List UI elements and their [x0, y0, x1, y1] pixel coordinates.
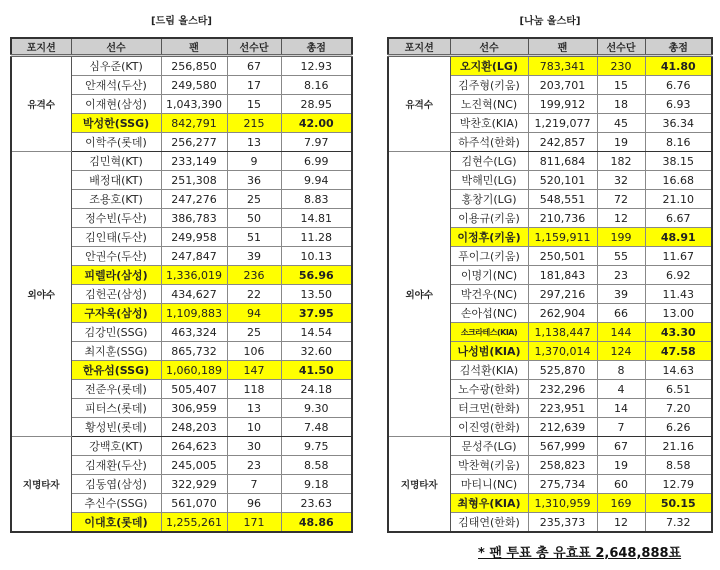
team-votes-cell: 13	[227, 133, 281, 152]
player-name-cell: 피터스(롯데)	[71, 399, 161, 418]
total-score-cell: 37.95	[281, 304, 352, 323]
fan-votes-cell: 247,847	[161, 247, 227, 266]
fan-votes-cell: 561,070	[161, 494, 227, 513]
team-votes-cell: 18	[597, 95, 645, 114]
table-row	[388, 56, 712, 76]
fan-votes-cell: 264,623	[161, 437, 227, 456]
total-score-cell: 9.75	[281, 437, 352, 456]
total-score-cell: 13.00	[645, 304, 712, 323]
player-name-cell: 강백호(KT)	[71, 437, 161, 456]
player-name-cell: 안권수(두산)	[71, 247, 161, 266]
team-votes-cell: 60	[597, 475, 645, 494]
fan-votes-cell: 210,736	[528, 209, 597, 228]
team-votes-cell: 15	[227, 95, 281, 114]
total-score-cell: 6.99	[281, 152, 352, 171]
player-name-cell: 소크라테스(KIA)	[450, 323, 528, 342]
total-score-cell: 13.50	[281, 285, 352, 304]
total-score-cell: 12.79	[645, 475, 712, 494]
player-name-cell: 오지환(LG)	[450, 56, 528, 76]
fan-votes-cell: 842,791	[161, 114, 227, 133]
nanum-allstar-title: [나눔 올스타]	[519, 16, 581, 27]
total-score-cell: 42.00	[281, 114, 352, 133]
fan-votes-cell: 262,904	[528, 304, 597, 323]
team-votes-cell: 4	[597, 380, 645, 399]
team-votes-cell: 94	[227, 304, 281, 323]
team-votes-cell: 25	[227, 323, 281, 342]
player-name-cell: 안재석(두산)	[71, 76, 161, 95]
fan-votes-cell: 223,951	[528, 399, 597, 418]
table-row	[11, 152, 352, 171]
player-name-cell: 박해민(LG)	[450, 171, 528, 190]
total-score-cell: 9.30	[281, 399, 352, 418]
player-name-cell: 최형우(KIA)	[450, 494, 528, 513]
total-score-cell: 7.97	[281, 133, 352, 152]
total-score-cell: 48.91	[645, 228, 712, 247]
total-score-cell: 47.58	[645, 342, 712, 361]
fan-votes-cell: 1,060,189	[161, 361, 227, 380]
total-score-cell: 7.48	[281, 418, 352, 437]
team-votes-cell: 23	[597, 266, 645, 285]
position-cell: 지명타자	[11, 437, 71, 533]
team-votes-cell: 22	[227, 285, 281, 304]
total-score-cell: 36.34	[645, 114, 712, 133]
player-name-cell: 박건우(NC)	[450, 285, 528, 304]
fan-votes-cell: 199,912	[528, 95, 597, 114]
fan-votes-cell: 811,684	[528, 152, 597, 171]
player-name-cell: 정수빈(두산)	[71, 209, 161, 228]
team-votes-cell: 199	[597, 228, 645, 247]
table-row	[11, 437, 352, 456]
player-name-cell: 최지훈(SSG)	[71, 342, 161, 361]
team-votes-cell: 14	[597, 399, 645, 418]
total-score-cell: 24.18	[281, 380, 352, 399]
player-name-cell: 김헌곤(삼성)	[71, 285, 161, 304]
team-votes-cell: 67	[597, 437, 645, 456]
team-votes-cell: 7	[597, 418, 645, 437]
team-votes-cell: 67	[227, 56, 281, 76]
total-score-cell: 6.67	[645, 209, 712, 228]
team-votes-cell: 17	[227, 76, 281, 95]
total-score-cell: 14.54	[281, 323, 352, 342]
player-name-cell: 김재환(두산)	[71, 456, 161, 475]
position-cell: 외야수	[11, 152, 71, 437]
fan-votes-cell: 386,783	[161, 209, 227, 228]
total-score-cell: 23.63	[281, 494, 352, 513]
total-score-cell: 48.86	[281, 513, 352, 533]
total-score-cell: 7.20	[645, 399, 712, 418]
player-name-cell: 하주석(한화)	[450, 133, 528, 152]
col-header-player: 선수	[71, 38, 161, 56]
player-name-cell: 한유섬(SSG)	[71, 361, 161, 380]
fan-votes-cell: 212,639	[528, 418, 597, 437]
player-name-cell: 피렐라(삼성)	[71, 266, 161, 285]
table-row	[11, 56, 352, 76]
team-votes-cell: 7	[227, 475, 281, 494]
team-votes-cell: 169	[597, 494, 645, 513]
team-votes-cell: 39	[597, 285, 645, 304]
team-votes-cell: 215	[227, 114, 281, 133]
player-name-cell: 마티니(NC)	[450, 475, 528, 494]
team-votes-cell: 124	[597, 342, 645, 361]
position-cell: 유격수	[11, 56, 71, 152]
dream-allstar-table	[10, 37, 353, 533]
total-valid-votes-note: * 팬 투표 총 유효표 2,648,888표	[478, 546, 682, 561]
team-votes-cell: 8	[597, 361, 645, 380]
player-name-cell: 조용호(KT)	[71, 190, 161, 209]
player-name-cell: 김현수(LG)	[450, 152, 528, 171]
fan-votes-cell: 248,203	[161, 418, 227, 437]
fan-votes-cell: 233,149	[161, 152, 227, 171]
team-votes-cell: 118	[227, 380, 281, 399]
fan-votes-cell: 1,310,959	[528, 494, 597, 513]
player-name-cell: 노수광(한화)	[450, 380, 528, 399]
position-cell: 유격수	[388, 56, 450, 152]
total-score-cell: 9.94	[281, 171, 352, 190]
player-name-cell: 김인태(두산)	[71, 228, 161, 247]
team-votes-cell: 15	[597, 76, 645, 95]
fan-votes-cell: 434,627	[161, 285, 227, 304]
total-score-cell: 41.80	[645, 56, 712, 76]
player-name-cell: 김동엽(삼성)	[71, 475, 161, 494]
dream-allstar-title: [드림 올스타]	[151, 16, 212, 27]
col-header-fan: 팬	[161, 38, 227, 56]
fan-votes-cell: 1,255,261	[161, 513, 227, 533]
fan-votes-cell: 181,843	[528, 266, 597, 285]
team-votes-cell: 10	[227, 418, 281, 437]
fan-votes-cell: 1,138,447	[528, 323, 597, 342]
player-name-cell: 나성범(KIA)	[450, 342, 528, 361]
position-cell: 외야수	[388, 152, 450, 437]
total-score-cell: 14.81	[281, 209, 352, 228]
total-score-cell: 21.10	[645, 190, 712, 209]
team-votes-cell: 66	[597, 304, 645, 323]
team-votes-cell: 144	[597, 323, 645, 342]
team-votes-cell: 12	[597, 209, 645, 228]
total-score-cell: 6.76	[645, 76, 712, 95]
fan-votes-cell: 520,101	[528, 171, 597, 190]
player-name-cell: 이학주(롯데)	[71, 133, 161, 152]
team-votes-cell: 51	[227, 228, 281, 247]
col-header-fan: 팬	[528, 38, 597, 56]
nanum-allstar-panel	[387, 0, 713, 533]
player-name-cell: 김석환(KIA)	[450, 361, 528, 380]
fan-votes-cell: 1,219,077	[528, 114, 597, 133]
player-name-cell: 홍창기(LG)	[450, 190, 528, 209]
total-score-cell: 6.51	[645, 380, 712, 399]
player-name-cell: 노진혁(NC)	[450, 95, 528, 114]
team-votes-cell: 25	[227, 190, 281, 209]
team-votes-cell: 50	[227, 209, 281, 228]
player-name-cell: 심우준(KT)	[71, 56, 161, 76]
team-votes-cell: 72	[597, 190, 645, 209]
col-header-position: 포지션	[11, 38, 71, 56]
player-name-cell: 황성빈(롯데)	[71, 418, 161, 437]
total-score-cell: 10.13	[281, 247, 352, 266]
player-name-cell: 김주형(키움)	[450, 76, 528, 95]
team-votes-cell: 13	[227, 399, 281, 418]
team-votes-cell: 106	[227, 342, 281, 361]
fan-votes-cell: 505,407	[161, 380, 227, 399]
total-score-cell: 14.63	[645, 361, 712, 380]
fan-votes-cell: 783,341	[528, 56, 597, 76]
total-score-cell: 8.16	[645, 133, 712, 152]
fan-votes-cell: 232,296	[528, 380, 597, 399]
fan-votes-cell: 258,823	[528, 456, 597, 475]
team-votes-cell: 45	[597, 114, 645, 133]
col-header-player: 선수	[450, 38, 528, 56]
player-name-cell: 박성한(SSG)	[71, 114, 161, 133]
total-score-cell: 11.67	[645, 247, 712, 266]
fan-votes-cell: 256,277	[161, 133, 227, 152]
total-score-cell: 8.83	[281, 190, 352, 209]
total-score-cell: 6.92	[645, 266, 712, 285]
table-row	[388, 152, 712, 171]
total-score-cell: 7.32	[645, 513, 712, 533]
team-votes-cell: 230	[597, 56, 645, 76]
total-score-cell: 16.68	[645, 171, 712, 190]
table-row	[388, 437, 712, 456]
total-score-cell: 56.96	[281, 266, 352, 285]
fan-votes-cell: 463,324	[161, 323, 227, 342]
player-name-cell: 김태연(한화)	[450, 513, 528, 533]
total-score-cell: 43.30	[645, 323, 712, 342]
col-header-position: 포지션	[388, 38, 450, 56]
team-votes-cell: 36	[227, 171, 281, 190]
total-score-cell: 11.43	[645, 285, 712, 304]
team-votes-cell: 30	[227, 437, 281, 456]
fan-votes-cell: 1,109,883	[161, 304, 227, 323]
player-name-cell: 문성주(LG)	[450, 437, 528, 456]
fan-votes-cell: 525,870	[528, 361, 597, 380]
fan-votes-cell: 1,159,911	[528, 228, 597, 247]
player-name-cell: 이명기(NC)	[450, 266, 528, 285]
fan-votes-cell: 203,701	[528, 76, 597, 95]
fan-votes-cell: 322,929	[161, 475, 227, 494]
team-votes-cell: 236	[227, 266, 281, 285]
team-votes-cell: 23	[227, 456, 281, 475]
total-score-cell: 6.93	[645, 95, 712, 114]
total-score-cell: 6.26	[645, 418, 712, 437]
total-score-cell: 8.58	[281, 456, 352, 475]
player-name-cell: 손아섭(NC)	[450, 304, 528, 323]
player-name-cell: 추신수(SSG)	[71, 494, 161, 513]
total-score-cell: 28.95	[281, 95, 352, 114]
team-votes-cell: 147	[227, 361, 281, 380]
team-votes-cell: 12	[597, 513, 645, 533]
total-score-cell: 41.50	[281, 361, 352, 380]
total-score-cell: 11.28	[281, 228, 352, 247]
fan-votes-cell: 567,999	[528, 437, 597, 456]
col-header-total: 총점	[645, 38, 712, 56]
player-name-cell: 터크먼(한화)	[450, 399, 528, 418]
fan-votes-cell: 249,580	[161, 76, 227, 95]
total-score-cell: 38.15	[645, 152, 712, 171]
fan-votes-cell: 235,373	[528, 513, 597, 533]
total-score-cell: 21.16	[645, 437, 712, 456]
nanum-allstar-table	[387, 37, 713, 533]
total-score-cell: 12.93	[281, 56, 352, 76]
team-votes-cell: 32	[597, 171, 645, 190]
position-cell: 지명타자	[388, 437, 450, 533]
dream-allstar-panel	[10, 0, 353, 533]
total-score-cell: 8.16	[281, 76, 352, 95]
fan-votes-cell: 275,734	[528, 475, 597, 494]
total-score-cell: 9.18	[281, 475, 352, 494]
player-name-cell: 김강민(SSG)	[71, 323, 161, 342]
fan-votes-cell: 249,958	[161, 228, 227, 247]
fan-votes-cell: 1,370,014	[528, 342, 597, 361]
fan-votes-cell: 256,850	[161, 56, 227, 76]
col-header-team-vote: 선수단	[227, 38, 281, 56]
fan-votes-cell: 297,216	[528, 285, 597, 304]
total-score-cell: 50.15	[645, 494, 712, 513]
player-name-cell: 이용규(키움)	[450, 209, 528, 228]
fan-votes-cell: 1,043,390	[161, 95, 227, 114]
player-name-cell: 전준우(롯데)	[71, 380, 161, 399]
player-name-cell: 이진영(한화)	[450, 418, 528, 437]
team-votes-cell: 182	[597, 152, 645, 171]
fan-votes-cell: 247,276	[161, 190, 227, 209]
col-header-total: 총점	[281, 38, 352, 56]
team-votes-cell: 39	[227, 247, 281, 266]
player-name-cell: 이대호(롯데)	[71, 513, 161, 533]
fan-votes-cell: 242,857	[528, 133, 597, 152]
fan-votes-cell: 548,551	[528, 190, 597, 209]
fan-votes-cell: 1,336,019	[161, 266, 227, 285]
team-votes-cell: 19	[597, 456, 645, 475]
team-votes-cell: 9	[227, 152, 281, 171]
player-name-cell: 박찬혁(키움)	[450, 456, 528, 475]
total-score-cell: 8.58	[645, 456, 712, 475]
fan-votes-cell: 251,308	[161, 171, 227, 190]
player-name-cell: 구자욱(삼성)	[71, 304, 161, 323]
team-votes-cell: 19	[597, 133, 645, 152]
col-header-team-vote: 선수단	[597, 38, 645, 56]
player-name-cell: 푸이그(키움)	[450, 247, 528, 266]
player-name-cell: 박찬호(KIA)	[450, 114, 528, 133]
player-name-cell: 김민혁(KT)	[71, 152, 161, 171]
fan-votes-cell: 865,732	[161, 342, 227, 361]
team-votes-cell: 171	[227, 513, 281, 533]
fan-votes-cell: 245,005	[161, 456, 227, 475]
total-score-cell: 32.60	[281, 342, 352, 361]
player-name-cell: 이재현(삼성)	[71, 95, 161, 114]
team-votes-cell: 55	[597, 247, 645, 266]
fan-votes-cell: 306,959	[161, 399, 227, 418]
player-name-cell: 이정후(키움)	[450, 228, 528, 247]
team-votes-cell: 96	[227, 494, 281, 513]
fan-votes-cell: 250,501	[528, 247, 597, 266]
player-name-cell: 배정대(KT)	[71, 171, 161, 190]
